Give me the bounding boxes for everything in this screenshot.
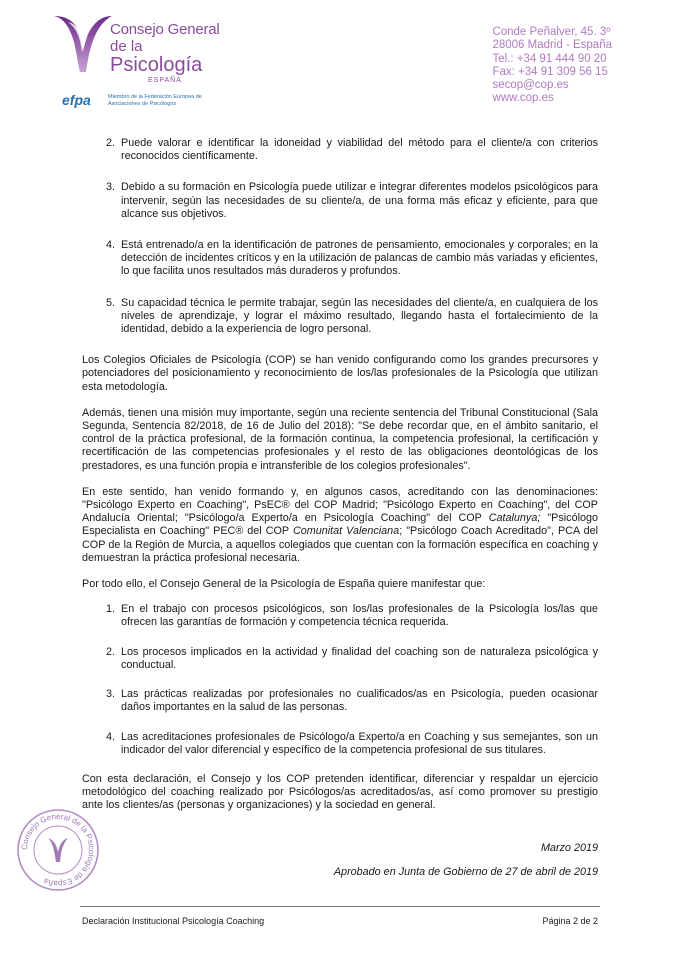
- numbered-list-1: [82, 137, 598, 336]
- para3-part1: En este sentido, han venido formando y, en algunos casos, acreditando con las denominaciones: "Psicólogo Experto en Coaching", PsEC® del COP Madrid; "Psicólogo Experto en Coaching", del COP Andalucía Oriental; "Psicólogo/a Experto/a en Psicología Coaching" del COP: [82, 485, 598, 525]
- org-name: [110, 22, 220, 84]
- list-text: Su capacidad técnica le permite trabajar, según las necesidades del cliente/a, en cualquiera de los niveles de aprendizaje, y lograr el máximo resultado, llegando hasta el fortalecimiento de la identidad, debido a la experiencia de logro personal.: [121, 296, 598, 336]
- org-name-main: Psicología: [110, 54, 203, 76]
- list-text: Las prácticas realizadas por profesionales no cualificados/as en Psicología, pueden ocasionar daños importantes en la salud de las personas.: [121, 688, 598, 714]
- para3-part3: ; "Psicólogo Coach Acreditado", PCA del COP de la Región de Murcia, a aquellos colegiados que cuentan con la formación específica en coaching y demuestran la práctica profesional necesaria.: [82, 525, 598, 564]
- list-item: [82, 731, 598, 757]
- contact-website[interactable]: www.cop.es: [492, 92, 554, 105]
- efpa-description: Miembro de la Federación Europea de Asociaciones de Psicólogos: [108, 94, 202, 107]
- list-text: Está entrenado/a en la identificación de patrones de pensamiento, emocionales y corporales; en la detección de incidentes críticos y en la utilización de palancas de cambio más variadas y eficientes, lo que facilita unos resultados más duraderos y profundos.: [121, 239, 598, 278]
- seal-text: Consejo General de la Psicología de España: [19, 811, 97, 889]
- list-item: [82, 137, 598, 163]
- numbered-list-2: [82, 603, 598, 757]
- para3-italic-catalunya: Catalunya;: [488, 512, 541, 525]
- contact-phone: Tel.: +34 91 444 90 20: [492, 52, 607, 65]
- document-date: Marzo 2019: [540, 842, 598, 854]
- list-text: Puede valorar e identificar la idoneidad y viabilidad del método para el cliente/a con criterios reconocidos científicamente.: [121, 137, 598, 163]
- list-number: 2.: [106, 645, 116, 658]
- list-number: 1.: [106, 603, 116, 616]
- para3-part2: "Psicólogo Especialista en Coaching" PEC® del COP: [82, 512, 598, 538]
- list-text: En el trabajo con procesos psicológicos, son los/las profesionales de la Psicología los/las que ofrecen las garantías de formación y competencia técnica requerida.: [121, 603, 598, 629]
- paragraph-tribunal: Además, tienen una misión muy importante, según una reciente sentencia del Tribunal Constitucional (Sala Segunda, Sentencia 82/2018, de 16 de Julio del 2018): "Se debe recordar que, en el ámbito sanitario, el control de la práctica profesional, de la formación continua, la competencia profesional, la certificación y recertificación de las competencias profesionales y el resto de las obligaciones deontológicas de los prestadores, es una función propia e intransferible de los colegios profesionales".: [82, 406, 598, 472]
- efpa-name: efpa: [62, 92, 91, 108]
- list-item: [82, 688, 598, 714]
- list-item: [82, 297, 598, 337]
- org-name-line2: [110, 38, 220, 76]
- contact-fax: Fax: +34 91 309 56 15: [492, 65, 608, 78]
- approval-note: Aprobado en Junta de Gobierno de 27 de abril de 2019: [333, 866, 598, 878]
- footer-title: Declaración Institucional Psicología Coaching: [82, 916, 265, 926]
- page-number: Página 2 de 2: [542, 916, 598, 926]
- list-item: [82, 603, 598, 629]
- org-name-prefix: de la: [110, 38, 143, 55]
- svg-text:Consejo General de la Psicolog: [20, 812, 96, 888]
- contact-city: 28006 Madrid - España: [492, 39, 612, 52]
- paragraph-conclusion: Con esta declaración, el Consejo y los COP pretenden identificar, diferenciar y respaldar un ejercicio metodológico del coaching realizado por Psicólogos/as acreditados/as, así como promover su prestigio ante los clientes/as (personas y organizaciones) y la sociedad en general.: [82, 772, 598, 812]
- org-country: ESPAÑA: [148, 77, 182, 84]
- official-seal-icon: [16, 808, 100, 892]
- contact-block: [492, 26, 612, 106]
- list-item: [82, 239, 598, 279]
- list-number: 5.: [106, 296, 116, 309]
- paragraph-accreditations: [82, 486, 598, 565]
- document-body: [82, 137, 598, 826]
- list-text: Las acreditaciones profesionales de Psicólogo/a Experto/a en Coaching y sus semejantes, son un indicador del valor diferencial y específico de la competencia profesional de sus titulares.: [121, 730, 598, 756]
- contact-email[interactable]: secop@cop.es: [492, 79, 569, 92]
- list-text: Los procesos implicados en la actividad y finalidad del coaching son de naturaleza psicológica y conductual.: [121, 645, 598, 671]
- list-item: [82, 181, 598, 221]
- paragraph-manifest: Por todo ello, el Consejo General de la Psicología de España quiere manifestar que:: [82, 578, 486, 591]
- efpa-logo: [58, 90, 218, 114]
- list-item: [82, 646, 598, 672]
- cop-logo: [50, 12, 220, 87]
- list-number: 4.: [106, 730, 116, 743]
- list-number: 4.: [106, 239, 116, 252]
- list-number: 3.: [106, 181, 116, 194]
- list-text: Debido a su formación en Psicología puede utilizar e integrar diferentes modelos psicológicos para intervenir, según las necesidades de su cliente/a, de una forma más eficaz y eficiente, para que alcance sus objetivos.: [121, 181, 598, 220]
- paragraph-cop: Los Colegios Oficiales de Psicología (COP) se han venido configurando como los grandes precursores y potenciadores del posicionamiento y reconocimiento de los/las profesionales de la Psicología que utilizan esta metodología.: [82, 354, 598, 393]
- footer-divider: [80, 906, 600, 907]
- list-number: 2.: [106, 137, 116, 149]
- contact-address: Conde Peñalver, 45. 3º: [492, 26, 611, 38]
- para3-italic-valenciana: Comunitat Valenciana: [292, 525, 400, 538]
- psi-logo-icon: [50, 12, 114, 80]
- org-name-line1: Consejo General: [110, 21, 220, 38]
- list-number: 3.: [106, 688, 116, 701]
